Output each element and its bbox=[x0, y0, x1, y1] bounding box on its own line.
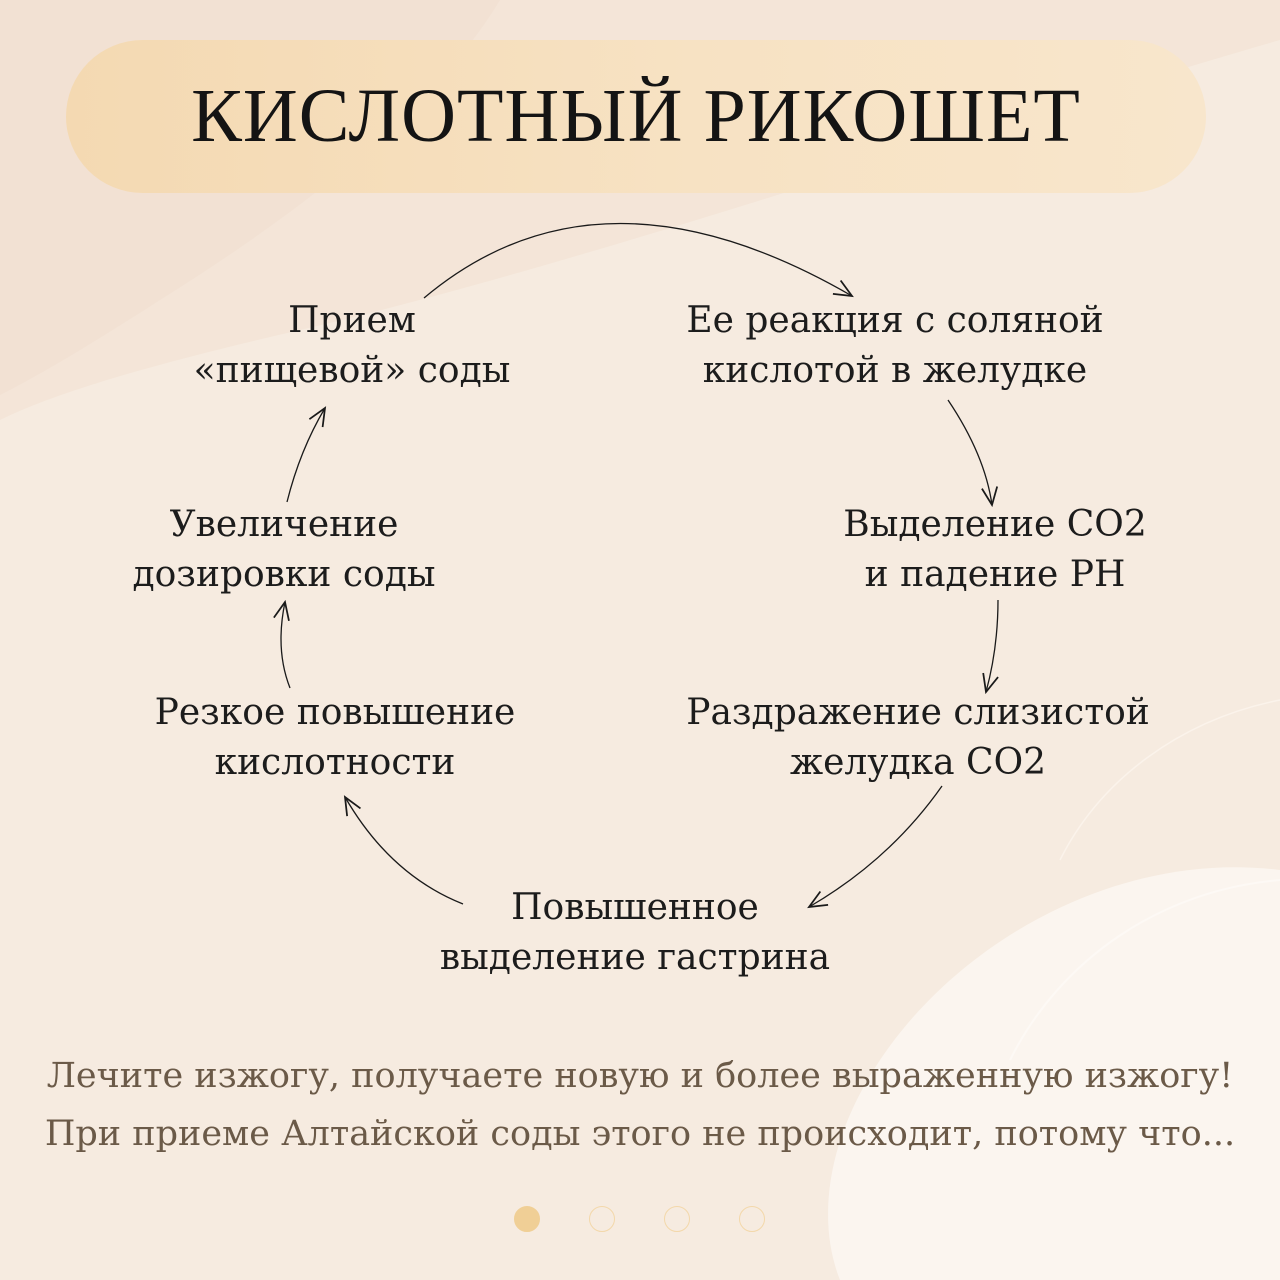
node-line: выделение гастрина bbox=[439, 937, 831, 978]
arrow-3-to-4 bbox=[986, 600, 998, 692]
node-line: Раздражение слизистой bbox=[686, 692, 1150, 733]
node-line: Прием bbox=[288, 300, 416, 341]
arrow-6-to-7 bbox=[281, 602, 290, 688]
cycle-node-co2-release bbox=[820, 500, 1170, 600]
footer-line-1: Лечите изжогу, получаете новую и более выраженную изжогу! bbox=[46, 1056, 1234, 1096]
cycle-node-acidity-increase bbox=[130, 688, 540, 788]
arrow-7-to-1 bbox=[287, 408, 325, 502]
node-line: желудка CO2 bbox=[789, 742, 1046, 783]
page-title: КИСЛОТНЫЙ РИКОШЕТ bbox=[191, 74, 1081, 158]
node-line: Выделение CO2 bbox=[843, 504, 1147, 545]
arrow-2-to-3 bbox=[948, 400, 992, 505]
cycle-node-dose-increase bbox=[112, 500, 456, 600]
footer-line-2: При приеме Алтайской соды этого не происходит, потому что... bbox=[44, 1114, 1236, 1154]
pagination-dot-2[interactable] bbox=[589, 1206, 615, 1232]
node-line: кислотности bbox=[214, 742, 456, 783]
node-line: Повышенное bbox=[511, 887, 759, 928]
pagination-dot-4[interactable] bbox=[739, 1206, 765, 1232]
cycle-node-soda-intake bbox=[182, 296, 522, 396]
node-line: кислотой в желудке bbox=[702, 350, 1088, 391]
cycle-node-mucosa-irritation bbox=[664, 688, 1172, 788]
node-line: «пищевой» соды bbox=[193, 350, 511, 391]
node-line: Ее реакция с соляной bbox=[686, 300, 1104, 341]
cycle-node-acid-reaction bbox=[658, 296, 1132, 396]
node-line: Резкое повышение bbox=[154, 692, 516, 733]
arrow-1-to-2 bbox=[424, 223, 852, 298]
node-line: и падение PH bbox=[864, 554, 1126, 595]
pagination-dots bbox=[0, 1206, 1280, 1238]
pagination-dot-3[interactable] bbox=[664, 1206, 690, 1232]
pagination-dot-1[interactable] bbox=[514, 1206, 540, 1232]
node-line: дозировки соды bbox=[132, 554, 436, 595]
title-banner bbox=[66, 40, 1206, 193]
cycle-node-gastrin-release bbox=[420, 883, 850, 983]
node-line: Увеличение bbox=[169, 504, 399, 545]
